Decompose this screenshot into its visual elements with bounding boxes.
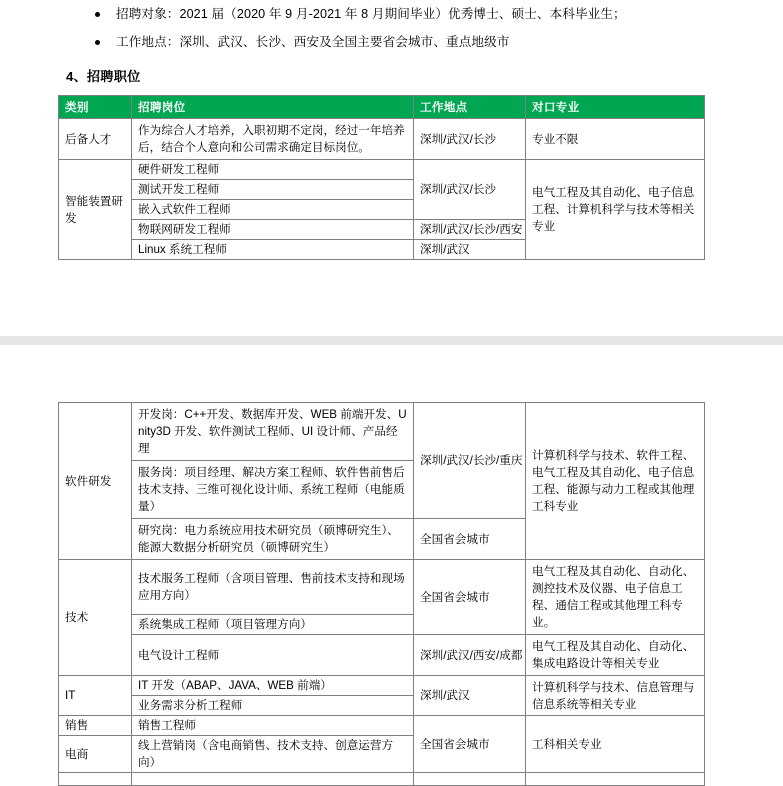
column-header-category: 类别 <box>59 96 132 119</box>
table-header-row <box>59 96 705 119</box>
cell-major: 专业不限 <box>526 119 705 160</box>
document-page-2 <box>0 345 783 769</box>
column-header-location: 工作地点 <box>414 96 526 119</box>
cell-position: 线上营销岗（含电商销售、技术支持、创意运营方向） <box>132 736 414 773</box>
cell-location: 全国省会城市 <box>414 716 526 773</box>
cell-major: 工科相关专业 <box>526 716 705 773</box>
cell-category: 后备人才 <box>59 119 132 160</box>
cell-position: 测试开发工程师 <box>132 180 414 200</box>
table-row <box>59 635 705 676</box>
cell-position: 硬件研发工程师 <box>132 160 414 180</box>
cell-position: 研究岗：电力系统应用技术研究员（硕博研究生）、能源大数据分析研究员（硕博研究生） <box>132 519 414 560</box>
cell-position: 物联网研发工程师 <box>132 220 414 240</box>
cell-location: 深圳/武汉/长沙 <box>414 160 526 220</box>
bullet-item-location: 工作地点：深圳、武汉、长沙、西安及全国主要省会城市、重点地级市 <box>58 28 704 56</box>
cell-category: 电商 <box>59 736 132 773</box>
bullet-item-target: 招聘对象：2021 届（2020 年 9 月-2021 年 8 月期间毕业）优秀博士、硕士、本科毕业生； <box>58 0 704 28</box>
cell-location: 深圳/武汉/长沙/西安 <box>414 220 526 240</box>
cell-major: 计算机科学与技术、软件工程、电气工程及其自动化、电子信息工程、能源与动力工程或其他理工科专业 <box>526 403 705 560</box>
cell-position: 作为综合人才培养，入职初期不定岗，经过一年培养后，结合个人意向和公司需求确定目标岗位。 <box>132 119 414 160</box>
table-row <box>59 676 705 696</box>
cell-location: 深圳/武汉 <box>414 240 526 260</box>
table-row <box>59 119 705 160</box>
column-header-major: 对口专业 <box>526 96 705 119</box>
cell-category: 软件研发 <box>59 403 132 560</box>
cell-location: 全国省会城市 <box>414 519 526 560</box>
cell-location: 全国省会城市 <box>414 560 526 635</box>
cell-position: 开发岗：C++开发、数据库开发、WEB 前端开发、Unity3D 开发、软件测试工程师、UI 设计师、产品经理 <box>132 403 414 461</box>
table-row <box>59 403 705 461</box>
cell-location: 深圳/武汉 <box>414 676 526 716</box>
cell-position: 服务岗：项目经理、解决方案工程师、软件售前售后技术支持、三维可视化设计师、系统工程师（电能质量） <box>132 461 414 519</box>
document-page-1 <box>0 0 783 336</box>
cell-category: IT <box>59 676 132 716</box>
cell-category: 智能装置研发 <box>59 160 132 260</box>
cell-position: IT 开发（ABAP、JAVA、WEB 前端） <box>132 676 414 696</box>
cell-major: 电气工程及其自动化、自动化、测控技术及仪器、电子信息工程、通信工程或其他理工科专业。 <box>526 560 705 635</box>
cell-category: 技术 <box>59 560 132 676</box>
cell-position: Linux 系统工程师 <box>132 240 414 260</box>
page-separator <box>0 336 783 345</box>
cell-location: 深圳/武汉/长沙 <box>414 119 526 160</box>
cell-position: 电气设计工程师 <box>132 635 414 676</box>
job-positions-table-part-1 <box>58 95 705 260</box>
cell-position: 业务需求分析工程师 <box>132 696 414 716</box>
cell-position: 技术服务工程师（含项目管理、售前技术支持和现场应用方向） <box>132 560 414 615</box>
cell-major: 电气工程及其自动化、自动化、集成电路设计等相关专业 <box>526 635 705 676</box>
table-row-partial <box>59 773 705 786</box>
cell-category: 销售 <box>59 716 132 736</box>
cell-position: 系统集成工程师（项目管理方向） <box>132 615 414 635</box>
recruitment-bullet-list <box>58 0 704 56</box>
table-row <box>59 160 705 180</box>
cell-location <box>414 773 526 786</box>
table-row <box>59 560 705 615</box>
cell-location: 深圳/武汉/长沙/重庆 <box>414 403 526 519</box>
cell-category <box>59 773 132 786</box>
job-positions-table-part-2 <box>58 402 705 786</box>
cell-major: 电气工程及其自动化、电子信息工程、计算机科学与技术等相关专业 <box>526 160 705 260</box>
table-row <box>59 716 705 736</box>
column-header-position: 招聘岗位 <box>132 96 414 119</box>
cell-position <box>132 773 414 786</box>
cell-major <box>526 773 705 786</box>
cell-position: 销售工程师 <box>132 716 414 736</box>
cell-location: 深圳/武汉/西安/成都 <box>414 635 526 676</box>
page-title: 4、招聘职位 <box>66 69 141 84</box>
cell-position: 嵌入式软件工程师 <box>132 200 414 220</box>
cell-major: 计算机科学与技术、信息管理与信息系统等相关专业 <box>526 676 705 716</box>
